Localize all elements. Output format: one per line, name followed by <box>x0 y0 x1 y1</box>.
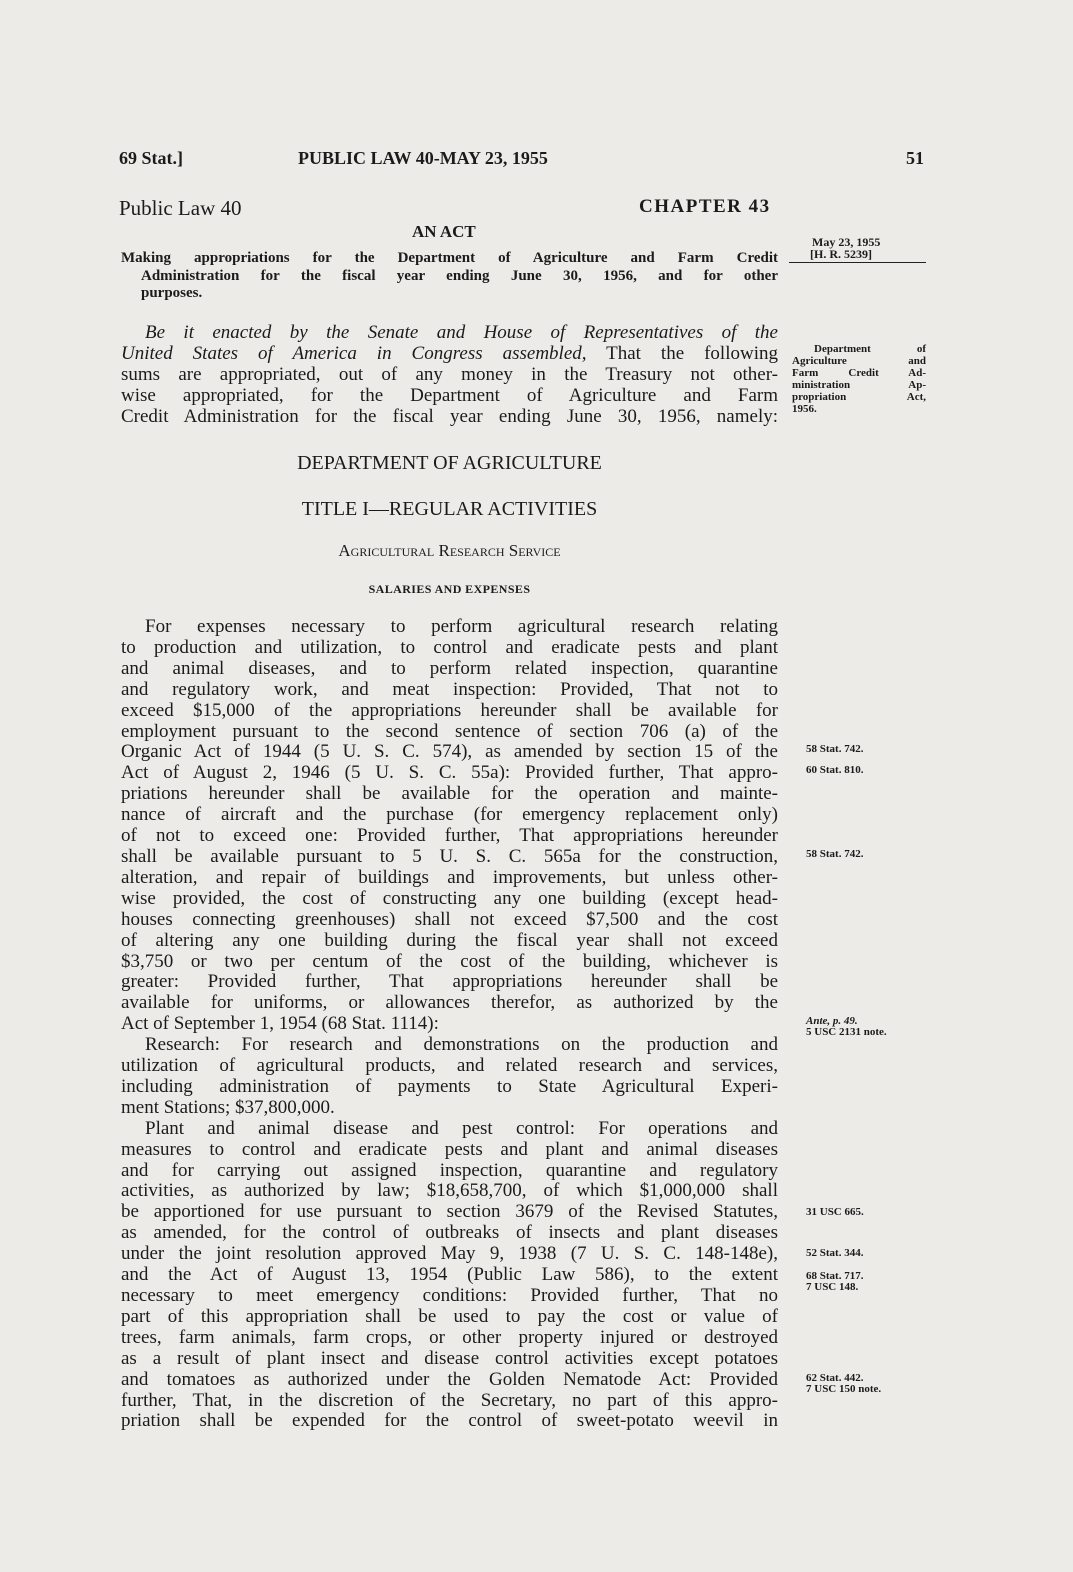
act-label: AN ACT <box>412 222 476 241</box>
margin-citation: 58 Stat. 742. <box>806 848 864 860</box>
public-law-label: Public Law 40 <box>119 196 242 220</box>
margin-citation: 52 Stat. 344. <box>806 1247 864 1259</box>
chapter-label: CHAPTER 43 <box>639 196 771 217</box>
service-heading: Agricultural Research Service <box>338 541 561 560</box>
margin-citation: 60 Stat. 810. <box>806 764 864 776</box>
margin-citation: 58 Stat. 742. <box>806 743 864 755</box>
department-heading: DEPARTMENT OF AGRICULTURE <box>297 452 602 474</box>
enacting-clause: Be it enacted by the Senate and House of Representatives of the United States of America in Congress assembled, That the following sums are appropriated, out of any money in the Treasury not other- wise appropriated, for the Department of Agriculture and Farm Credit Administration for the fiscal year ending June 30, 1956, namely: <box>121 322 778 427</box>
act-purpose: Making appropriations for the Department of Agriculture and Farm Credit Administration for the fiscal year ending June 30, 1956, and for other purposes. <box>121 250 778 301</box>
body-text: For expenses necessary to perform agricultural research relating to production and utilization, to control and eradicate pests and plant and animal diseases, and to perform related inspection, quarantine and regulatory work, and meat inspection: Provided, That not to exceed $15,000 of the appropriations hereunder shall be available for employment pursuant to the second sentence of section 706 (a) of the Organic Act of 1944 (5 U. S. C. 574), as amended by section 15 of the Act of August 2, 1946 (5 U. S. C. 55a): Provided further, That appro- priations hereunder shall be available for the operation and mainte- nance of aircraft and the purchase (for emergency replacement only) of not to exceed one: Provided further, That appropriations hereunder shall be available pursuant to 5 U. S. C. 565a for the construction, alteration, and repair of buildings and improvements, but unless other- wise provided, the cost of constructing any one building (except head- houses connecting greenhouses) shall not exceed $7,500 and the cost of altering any one building during the fiscal year shall not exceed $3,750 or two per centum of the cost of the building, whichever is greater: Provided further, That appropriations hereunder shall be available for uniforms, or allowances therefor, as authorized by the Act of September 1, 1954 (68 Stat. 1114): Research: For research and demonstrations on the production and utilization of agricultural products, and related research and services, including administration of payments to State Agricultural Experi- ment Stations; $37,800,000. Plant and animal disease and pest control: For operations and measures to control and eradicate pests and plant and animal diseases and for carrying out assigned inspection, quarantine and regulatory activities, as authorized by law; $18,658,700, of which $1,000,000 shall be apportioned for use pursuant to section 3679 of the Revised Statutes, as amended, for the control of outbreaks of insects and plant diseases under the joint resolution approved May 9, 1938 (7 U. S. C. 148-148e), and the Act of August 13, 1954 (Public Law 586), to the extent necessary to meet emergency conditions: Provided further, That no part of this appropriation shall be used to pay the cost or value of trees, farm animals, farm crops, or other property injured or destroyed as a result of plant insect and disease control activities except potatoes and tomatoes as authorized under the Golden Nematode Act: Provided further, That, in the discretion of the Secretary, no part of this appro- priation shall be expended for the control of sweet-potato weevil in <box>121 616 778 1432</box>
margin-citation: 68 Stat. 717. <box>806 1270 864 1282</box>
title-heading: TITLE I—REGULAR ACTIVITIES <box>301 498 598 520</box>
margin-citation: 62 Stat. 442. <box>806 1372 864 1384</box>
header-title: PUBLIC LAW 40-MAY 23, 1955 <box>298 148 548 168</box>
subheading: SALARIES AND EXPENSES <box>368 582 531 596</box>
margin-citation: 7 USC 150 note. <box>806 1383 882 1395</box>
margin-citation: 31 USC 665. <box>806 1206 864 1218</box>
header-page-number: 51 <box>906 148 924 168</box>
margin-citation: 7 USC 148. <box>806 1281 859 1293</box>
date-note: May 23, 1955 <box>812 235 881 249</box>
margin-citation: 5 USC 2131 note. <box>806 1026 887 1038</box>
margin-citation: Ante, p. 49. <box>806 1015 858 1027</box>
bill-rule <box>789 262 926 263</box>
enacting-margin-note: Department of Agriculture and Farm Credit Ad- ministration Ap- propriation Act, 1956. <box>792 343 926 415</box>
bill-note: [H. R. 5239] <box>810 247 872 261</box>
header-stat: 69 Stat.] <box>119 148 183 168</box>
